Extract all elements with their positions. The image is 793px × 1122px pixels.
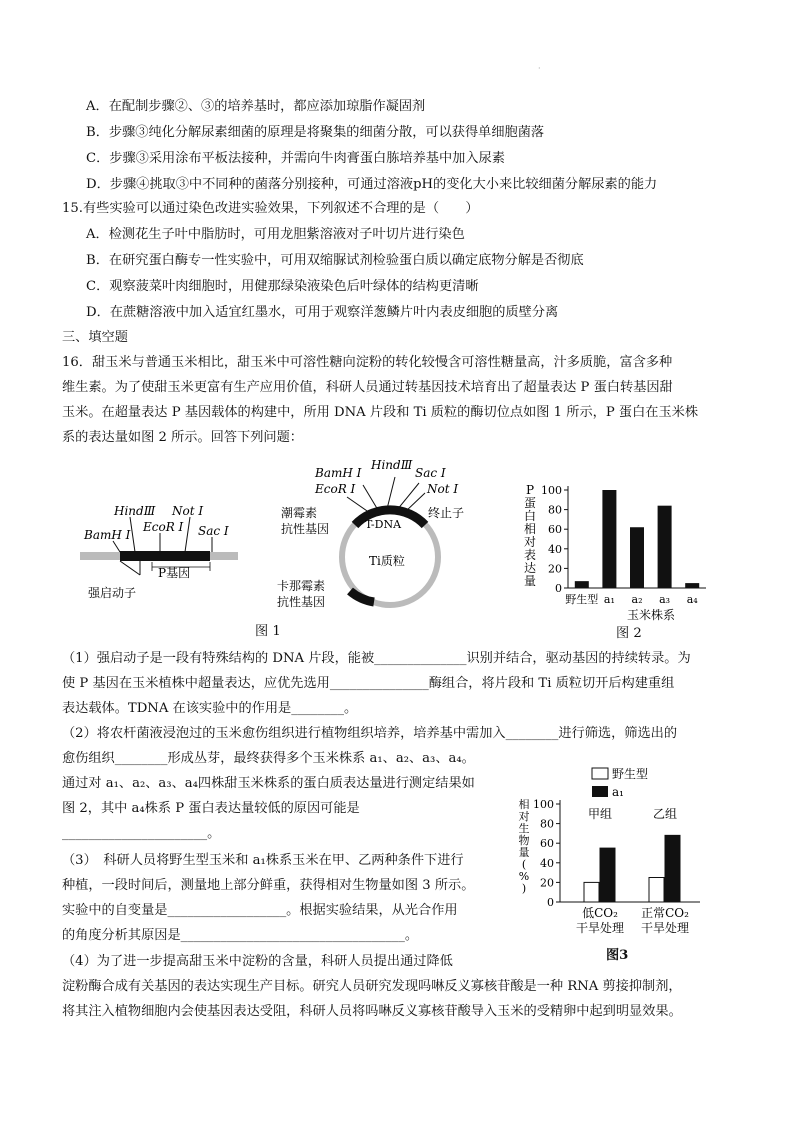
y-axis-label: 对 [523, 535, 537, 549]
y-axis-label: 蛋 [523, 496, 537, 510]
fig1-caption: 图 1 [255, 624, 281, 639]
q14-option-a: A．在配制步骤②、③的培养基时，都应添加琼脂作凝固剂 [86, 99, 426, 114]
y-axis-label: ) [521, 882, 527, 895]
bar [584, 882, 599, 902]
x-tick-label: 低CO₂ [582, 906, 618, 920]
fig2-caption: 图 2 [616, 626, 642, 641]
plasmid-site-ecori: EcoR Ⅰ [315, 482, 356, 496]
tdna-label: T-DNA [365, 518, 402, 531]
q16-part1-line: （1）强启动子是一段有特殊结构的 DNA 片段，能被______________识别并结合，驱动基因的持续转录。为 [62, 651, 691, 666]
y-tick-label: 40 [548, 542, 562, 556]
section-heading: 三、填空题 [62, 330, 128, 345]
plasmid-site-noti: Not Ⅰ [427, 482, 459, 496]
y-tick-label: 80 [540, 817, 554, 831]
q16-intro-line: 系的表达量如图 2 所示。回答下列问题： [62, 430, 303, 445]
legend-swatch [592, 786, 608, 797]
q16-part3-line: 的角度分析其原因是__________________________________。 [62, 928, 419, 943]
bar [665, 835, 680, 902]
bar [575, 581, 589, 588]
q16-part1-line: 表达载体。TDNA 在该实验中的作用是________。 [62, 701, 358, 716]
y-axis-label: 相 [518, 798, 530, 811]
y-axis-label: 量 [523, 574, 537, 588]
y-tick-label: 40 [540, 856, 554, 870]
hyg-label: 潮霉素 [281, 506, 318, 520]
plasmid-site-hindiii: HindⅢ [371, 458, 413, 472]
y-axis-label: 对 [518, 810, 530, 823]
x-axis-label: 玉米株系 [626, 608, 676, 622]
bar [602, 490, 616, 588]
y-axis-label: 表 [523, 548, 537, 562]
hyg-label: 抗性基因 [281, 522, 330, 536]
q16-part4-line: 将其注入植物细胞内会使基因表达受阻，科研人员将吗啉反义寡核苷酸导入玉米的受精卵中起到明显效果。 [62, 1004, 682, 1019]
y-axis-label: 达 [523, 561, 537, 575]
q16-intro-line: 玉米。在超量表达 P 基因载体的构建中，所用 DNA 片段和 Ti 质粒的酶切位点如图 1 所示，P 蛋白在玉米株 [62, 405, 699, 420]
cut-arrow [113, 541, 120, 552]
q15-option-a: A．检测花生子叶中脂肪时，可用龙胆紫溶液对子叶切片进行染色 [86, 227, 465, 242]
q16-intro-line: 16．甜玉米与普通玉米相比，甜玉米中可溶性糖向淀粉的转化较慢含可溶性糖量高，汁多质脆，富含多种 [62, 355, 673, 370]
site-label-bamhi: BamH Ⅰ [84, 528, 131, 542]
promoter-mark [120, 561, 140, 575]
q16-part2-line: ______________________。 [62, 826, 221, 841]
y-tick-label: 0 [555, 582, 562, 595]
y-tick-label: 60 [548, 523, 562, 537]
q16-part3-line: （3） 科研人员将野生型玉米和 a₁株系玉米在甲、乙两种条件下进行 [62, 853, 464, 868]
x-tick-label: 野生型 [565, 593, 599, 606]
y-tick-label: 60 [540, 837, 554, 851]
q15-option-d: D．在蔗糖溶液中加入适宜红墨水，可用于观察洋葱鳞片叶内表皮细胞的质壁分离 [86, 305, 559, 320]
q16-part1-line: 使 P 基因在玉米植株中超量表达，应优先选用_______________酶组合，将片段和 Ti 质粒切开后构建重组 [62, 676, 675, 691]
site-label-noti: Not Ⅰ [172, 505, 204, 518]
q16-part3-line: 种植，一段时间后，测量地上部分鲜重，获得相对生物量如图 3 所示。 [62, 878, 475, 893]
y-tick-label: 20 [540, 876, 554, 890]
q16-part4-line: 淀粉酶合成有关基因的表达实现生产目标。研究人员研究发现吗啉反义寡核苷酸是一种 RNA 剪接抑制剂， [62, 979, 682, 994]
p-gene-block [120, 551, 210, 561]
ti-plasmid-figure [275, 455, 505, 620]
cut-arrow [185, 517, 190, 552]
legend-label: a₁ [612, 785, 624, 799]
x-tick-label: a₁ [603, 593, 615, 606]
y-tick-label: 20 [548, 562, 562, 576]
promoter-label: 强启动子 [88, 586, 137, 600]
x-tick-label: 干旱处理 [640, 921, 690, 935]
chart-biomass [510, 764, 720, 944]
y-tick-label: 80 [548, 503, 562, 517]
site-label-ecori: EcoR Ⅰ [143, 520, 184, 534]
x-tick-label: a₃ [659, 593, 671, 606]
legend-swatch [592, 768, 608, 779]
q16-part2-line: 通过对 a₁、a₂、a₃、a₄四株甜玉米株系的蛋白质表达量进行测定结果如 [62, 776, 475, 791]
q15-option-c: C．观察菠菜叶肉细胞时，用健那绿染液染色后叶绿体的结构更清晰 [86, 279, 479, 294]
q16-part2-line: 图 2，其中 a₄株系 P 蛋白表达量较低的原因可能是 [62, 801, 360, 816]
group-label: 甲组 [587, 807, 613, 821]
cut-arrow [130, 517, 135, 552]
bar [658, 506, 672, 588]
group-label: 乙组 [652, 807, 678, 821]
legend-label: 野生型 [612, 767, 649, 781]
header-dot: · [538, 64, 541, 73]
plasmid-label: Ti质粒 [369, 554, 405, 568]
bar [649, 878, 664, 903]
q16-part2-line: （2）将农杆菌液浸泡过的玉米愈伤组织进行植物组织培养，培养基中需加入________进行筛选，筛选出的 [62, 726, 678, 741]
q14-option-b: B．步骤③纯化分解尿素细菌的原理是将聚集的细菌分散，可以获得单细胞菌落 [86, 125, 545, 140]
y-tick-label: 0 [547, 896, 554, 909]
q15-option-b: B．在研究蛋白酶专一性实验中，可用双缩脲试剂检验蛋白质以确定底物分解是否彻底 [86, 253, 584, 268]
dna-fragment-figure [80, 505, 240, 605]
bar [600, 848, 615, 902]
y-tick-label: 100 [541, 484, 562, 497]
plasmid-site-bamhi: BamH Ⅰ [315, 466, 362, 480]
chart-p-protein [518, 478, 718, 638]
plasmid-site-saci: Sac Ⅰ [415, 466, 446, 480]
y-axis-label: % [518, 870, 530, 883]
q15-stem: 15.有些实验可以通过染色改进实验效果，下列叙述不合理的是（ ） [62, 201, 479, 216]
y-axis-label: 生 [518, 822, 530, 835]
site-label-hindiii: HindⅢ [114, 505, 156, 518]
q16-part3-line: 实验中的自变量是__________________。根据实验结果，从光合作用 [62, 903, 458, 918]
bar [685, 583, 699, 588]
y-axis-label: 相 [523, 522, 537, 536]
q14-option-c: C．步骤③采用涂布平板法接种，并需向牛肉膏蛋白胨培养基中加入尿素 [86, 151, 505, 166]
site-label-saci: Sac Ⅰ [198, 524, 229, 538]
y-axis-label: 量 [518, 846, 530, 859]
q16-intro-line: 维生素。为了使甜玉米更富有生产应用价值，科研人员通过转基因技术培育出了超量表达 P 蛋白转基因甜 [62, 380, 673, 395]
p-gene-label: P基因 [158, 566, 191, 580]
x-tick-label: a₄ [686, 593, 698, 606]
bar [630, 527, 644, 588]
q16-part2-line: 愈伤组织________形成丛芽，最终获得多个玉米株系 a₁、a₂、a₃、a₄。 [62, 751, 475, 766]
y-axis-label: 物 [518, 834, 530, 847]
kan-label: 卡那霉素 [277, 579, 326, 593]
y-axis-label: 白 [523, 509, 537, 523]
y-axis-label: ( [521, 858, 527, 871]
y-tick-label: 100 [533, 798, 554, 811]
kan-label: 抗性基因 [277, 595, 326, 609]
q14-option-d: D．步骤④挑取③中不同种的菌落分别接种，可通过溶液pH的变化大小来比较细菌分解尿素的能力 [86, 177, 658, 192]
q16-part4-line: （4）为了进一步提高甜玉米中淀粉的含量，科研人员提出通过降低 [62, 954, 453, 969]
fig3-caption: 图3 [606, 948, 629, 963]
y-axis-label: P [525, 483, 535, 497]
x-tick-label: 干旱处理 [575, 921, 625, 935]
x-tick-label: a₂ [631, 593, 643, 606]
x-tick-label: 正常CO₂ [641, 906, 689, 920]
terminator-label: 终止子 [428, 506, 465, 520]
